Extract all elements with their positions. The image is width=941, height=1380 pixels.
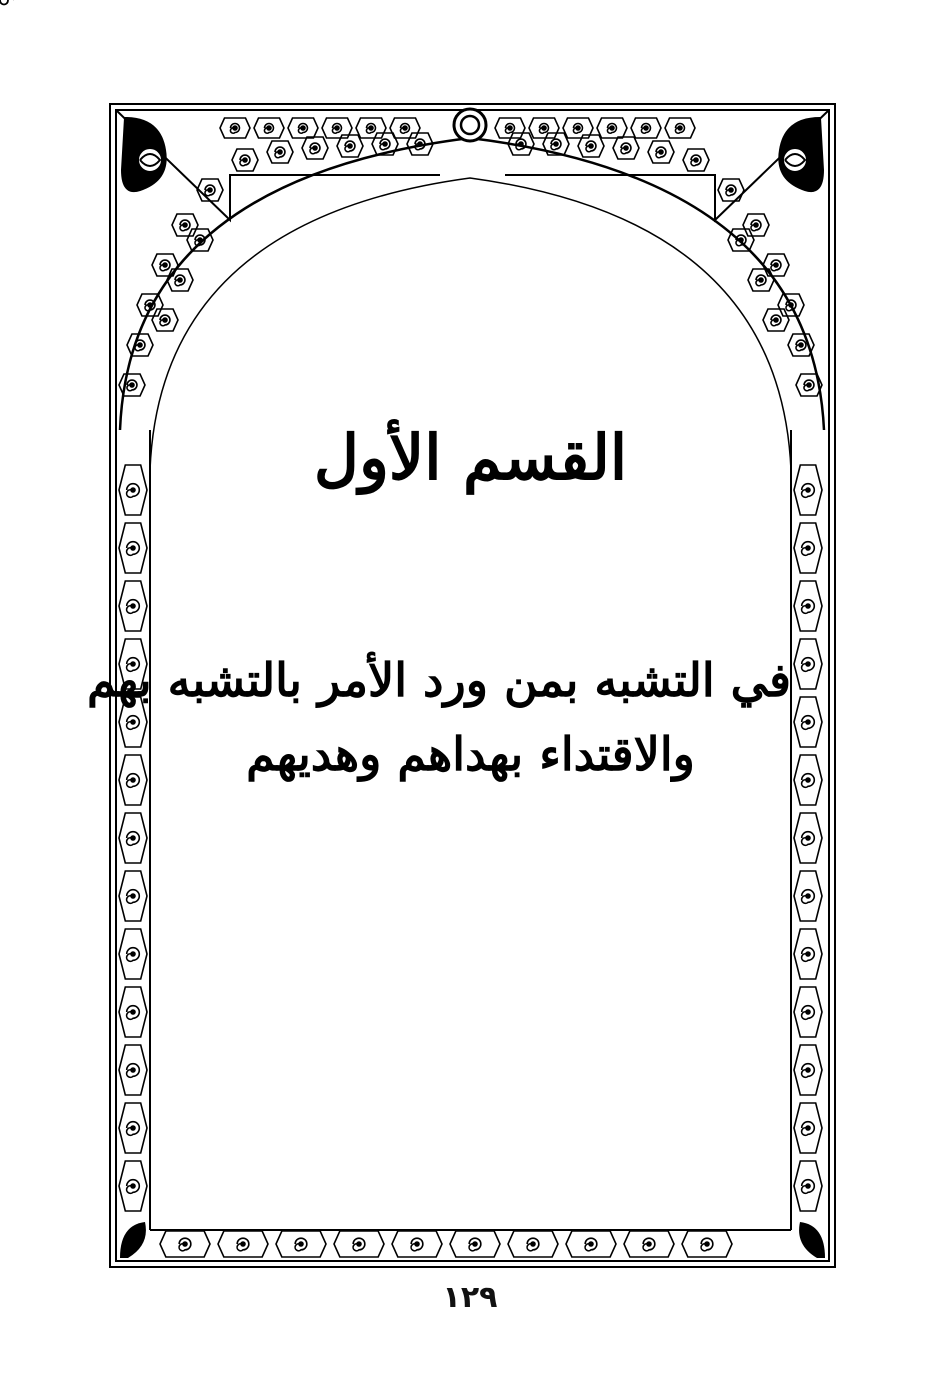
corner-ornament-bottom-right bbox=[799, 1222, 825, 1258]
arch-ornament bbox=[748, 269, 774, 291]
ring-medallion-icon bbox=[454, 109, 486, 141]
left-column-ornament bbox=[119, 465, 147, 515]
arch-ornament bbox=[197, 179, 223, 201]
left-column-ornament bbox=[119, 987, 147, 1037]
right-column-ornament bbox=[794, 697, 822, 747]
left-column-ornament bbox=[119, 929, 147, 979]
top-band-ornament bbox=[597, 118, 627, 138]
arch-ornament bbox=[788, 334, 814, 356]
top-left-band bbox=[0, 0, 14, 5]
arch-ornament bbox=[743, 214, 769, 236]
arch-ornament bbox=[137, 294, 163, 316]
arch-ornament bbox=[683, 149, 709, 171]
bottom-band-ornament bbox=[682, 1231, 732, 1257]
right-column-ornament bbox=[794, 755, 822, 805]
right-column-ornament bbox=[794, 581, 822, 631]
top-band-ornament bbox=[356, 118, 386, 138]
arch-ornament bbox=[763, 309, 789, 331]
bottom-band-ornament bbox=[508, 1231, 558, 1257]
right-column-ornament bbox=[794, 987, 822, 1037]
arch-ornament bbox=[728, 229, 754, 251]
arch-ornament bbox=[187, 229, 213, 251]
right-column-ornament bbox=[794, 639, 822, 689]
right-column-ornament bbox=[794, 523, 822, 573]
left-column-ornament bbox=[119, 581, 147, 631]
left-column-ornament bbox=[119, 755, 147, 805]
left-column-ornament bbox=[119, 1161, 147, 1211]
arch-ornament bbox=[718, 179, 744, 201]
bottom-band-ornament bbox=[160, 1231, 210, 1257]
left-column-ornament bbox=[119, 1045, 147, 1095]
arch-ornament bbox=[267, 141, 293, 163]
arch-ornament bbox=[578, 135, 604, 157]
part-title: القسم الأول bbox=[313, 421, 628, 494]
arch-ornament bbox=[127, 334, 153, 356]
top-band-ornament bbox=[665, 118, 695, 138]
right-column-ornament bbox=[794, 871, 822, 921]
arch-ornament bbox=[778, 294, 804, 316]
arch-ornament bbox=[232, 149, 258, 171]
left-column-ornament bbox=[119, 871, 147, 921]
top-band-ornament bbox=[495, 118, 525, 138]
right-column-ornament bbox=[794, 1161, 822, 1211]
right-column-ornament bbox=[794, 465, 822, 515]
bottom-band-ornament bbox=[566, 1231, 616, 1257]
right-column-ornament bbox=[794, 929, 822, 979]
arch-ornament bbox=[763, 254, 789, 276]
corner-ornament-top-left bbox=[122, 118, 166, 191]
arch-ornament bbox=[167, 269, 193, 291]
arch-ornament bbox=[172, 214, 198, 236]
bottom-band-ornament bbox=[276, 1231, 326, 1257]
top-band-ornament bbox=[631, 118, 661, 138]
arch-ornament bbox=[152, 254, 178, 276]
bottom-band-ornament bbox=[218, 1231, 268, 1257]
arch-ornament bbox=[302, 137, 328, 159]
bottom-band-ornament bbox=[334, 1231, 384, 1257]
bottom-band-ornament bbox=[624, 1231, 674, 1257]
section-subtitle-line-1: في التشبه بمن ورد الأمر بالتشبه بهم bbox=[87, 653, 791, 707]
arch-ornament bbox=[337, 135, 363, 157]
arch-ornament bbox=[613, 137, 639, 159]
arch-ornament bbox=[648, 141, 674, 163]
top-band-ornament bbox=[220, 118, 250, 138]
arch-ornament bbox=[152, 309, 178, 331]
right-column-ornament bbox=[794, 813, 822, 863]
right-column-ornament bbox=[794, 1045, 822, 1095]
left-column-ornament bbox=[119, 813, 147, 863]
bottom-band-ornament bbox=[450, 1231, 500, 1257]
top-band-ornament bbox=[529, 118, 559, 138]
page-number: ١٢٩ bbox=[442, 1280, 498, 1315]
top-band-ornament bbox=[288, 118, 318, 138]
top-band-ornament bbox=[254, 118, 284, 138]
arch-ornament bbox=[119, 374, 145, 396]
left-column-ornament bbox=[119, 1103, 147, 1153]
section-subtitle-line-2: والاقتداء بهداهم وهديهم bbox=[246, 727, 695, 781]
corner-ornament-bottom-left bbox=[120, 1222, 146, 1258]
corner-ornament-top-right bbox=[779, 118, 823, 191]
left-column-ornament bbox=[119, 523, 147, 573]
right-column-ornament bbox=[794, 1103, 822, 1153]
bottom-band-ornament bbox=[392, 1231, 442, 1257]
